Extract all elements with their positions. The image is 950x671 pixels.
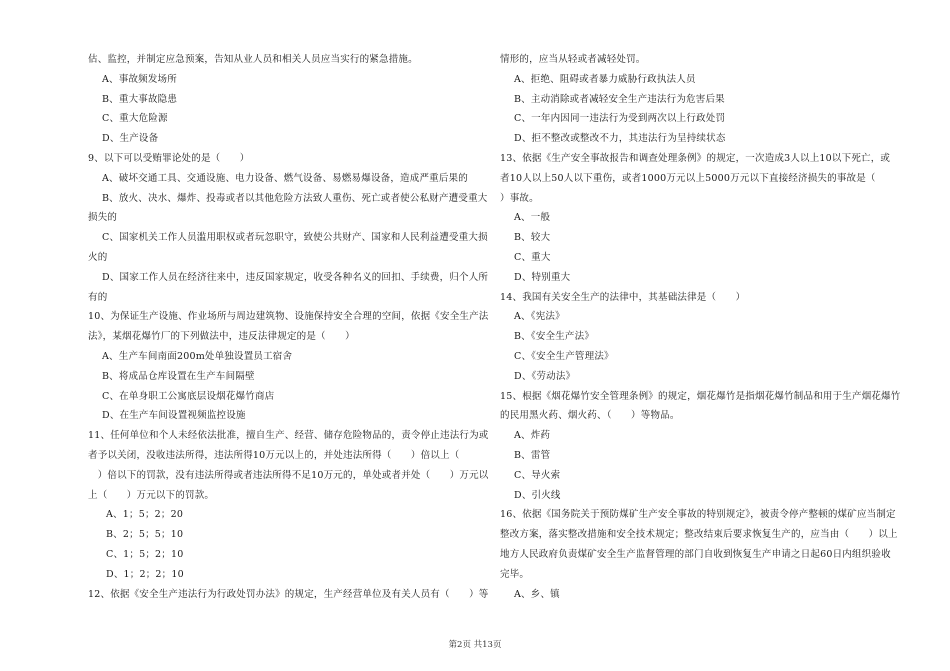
text-line: A、乡、镇 <box>514 588 560 600</box>
text-line: 14、我国有关安全生产的法律中，其基础法律是（ ） <box>500 291 746 303</box>
text-line: 情形的，应当从轻或者减轻处罚。 <box>500 54 646 65</box>
text-line: 法》，某烟花爆竹厂的下列做法中，违反法律规定的是（ ） <box>88 331 355 343</box>
text-line: C、1；5；2；10 <box>106 548 184 560</box>
text-line: B、将成品仓库设置在生产车间隔壁 <box>102 370 255 382</box>
right-column <box>500 50 901 604</box>
text-line: 者予以关闭，没收违法所得，违法所得10万元以上的，并处违法所得（ ）倍以上（ <box>88 449 460 461</box>
text-line: A、生产车间南面200m处单独设置员工宿舍 <box>102 350 293 362</box>
text-line: 有的 <box>88 291 108 303</box>
text-line: 地方人民政府负责煤矿安全生产监督管理的部门自收到恢复生产申请之日起60日内组织验收 <box>500 548 891 560</box>
text-line: C、国家机关工作人员滥用职权或者玩忽职守，致使公共财产、国家和人民利益遭受重大损 <box>102 232 488 244</box>
text-line: B、较大 <box>514 232 551 244</box>
text-line: B、重大事故隐患 <box>102 93 178 105</box>
text-line: 者10人以上50人以下重伤，或者1000万元以上5000万元以下直接经济损失的事故是（ <box>500 172 876 184</box>
text-line: D、特别重大 <box>514 271 571 283</box>
text-line: ）倍以下的罚款，没有违法所得或者违法所得不足10万元的，单处或者并处（ ）万元以 <box>88 469 489 481</box>
text-line: 估、监控，并制定应急预案，告知从业人员和相关人员应当实行的紧急措施。 <box>88 54 418 65</box>
text-line: D、引火线 <box>514 489 561 501</box>
text-line: C、导火索 <box>514 469 561 481</box>
page-footer: 第2页 共13页 <box>448 640 502 650</box>
text-line: C、一年内因同一违法行为受到两次以上行政处罚 <box>514 113 726 125</box>
text-line: C、《安全生产管理法》 <box>514 350 614 362</box>
text-line: D、在生产车间设置视频监控设施 <box>102 410 246 422</box>
text-line: D、国家工作人员在经济往来中，违反国家规定，收受各种名义的回扣、手续费，归个人所 <box>102 271 489 283</box>
text-line: A、事故频发场所 <box>102 73 177 85</box>
text-line: D、《劳动法》 <box>514 370 576 382</box>
text-line: 15、根据《烟花爆竹安全管理条例》的规定，烟花爆竹是指烟花爆竹制品和用于生产烟花爆竹 <box>500 390 901 402</box>
text-line: A、破坏交通工具、交通设施、电力设备、燃气设备、易燃易爆设备，造成严重后果的 <box>102 172 468 184</box>
text-line: D、1；2；2；10 <box>106 568 184 580</box>
text-line: A、拒绝、阻碍或者暴力威胁行政执法人员 <box>514 73 696 85</box>
text-line: D、拒不整改或整改不力，其违法行为呈持续状态 <box>514 133 726 145</box>
text-line: A、《宪法》 <box>514 311 565 323</box>
text-line: 16、依据《国务院关于预防煤矿生产安全事故的特别规定》，被责令停产整顿的煤矿应当制定 <box>500 509 896 521</box>
text-line: 完毕。 <box>500 568 530 580</box>
text-line: B、主动消除或者减轻安全生产违法行为危害后果 <box>514 93 725 105</box>
text-line: B、雷管 <box>514 449 551 461</box>
text-line: 11、任何单位和个人未经依法批准，擅自生产、经营、储存危险物品的，责令停止违法行为或 <box>88 430 489 442</box>
text-line: ）事故。 <box>500 192 539 204</box>
text-line: 火的 <box>88 251 108 263</box>
text-line: C、重大 <box>514 251 551 263</box>
text-line: 12、依据《安全生产违法行为行政处罚办法》的规定，生产经营单位及有关人员有（ ）等 <box>88 588 489 600</box>
text-line: C、重大危险源 <box>102 113 168 125</box>
text-line: 10、为保证生产设施、作业场所与周边建筑物、设施保持安全合理的空间，依据《安全生产法 <box>88 311 489 323</box>
text-line: B、2；5；5；10 <box>106 529 184 541</box>
text-line: 9、以下可以受贿罪论处的是（ ） <box>88 152 250 164</box>
text-line: 13、依据《生产安全事故报告和调查处理条例》的规定，一次造成3人以上10以下死亡，或 <box>500 152 891 164</box>
text-line: B、《安全生产法》 <box>514 331 595 343</box>
left-column <box>88 50 488 604</box>
text-line: 整改方案，落实整改措施和安全技术规定；整改结束后要求恢复生产的，应当由（ ）以上 <box>500 529 898 541</box>
text-line: B、放火、决水、爆炸、投毒或者以其他危险方法致人重伤、死亡或者使公私财产遭受重大 <box>102 192 488 204</box>
text-line: 损失的 <box>88 212 118 224</box>
text-line: C、在单身职工公寓底层设烟花爆竹商店 <box>102 390 275 402</box>
text-line: A、炸药 <box>514 430 551 442</box>
text-line: 上（ ）万元以下的罚款。 <box>88 489 215 501</box>
text-line: A、1；5；2；20 <box>106 509 184 521</box>
text-line: A、一般 <box>514 212 551 224</box>
text-line: 的民用黑火药、烟火药、（ ）等物品。 <box>500 410 680 422</box>
text-line: D、生产设备 <box>102 133 159 145</box>
